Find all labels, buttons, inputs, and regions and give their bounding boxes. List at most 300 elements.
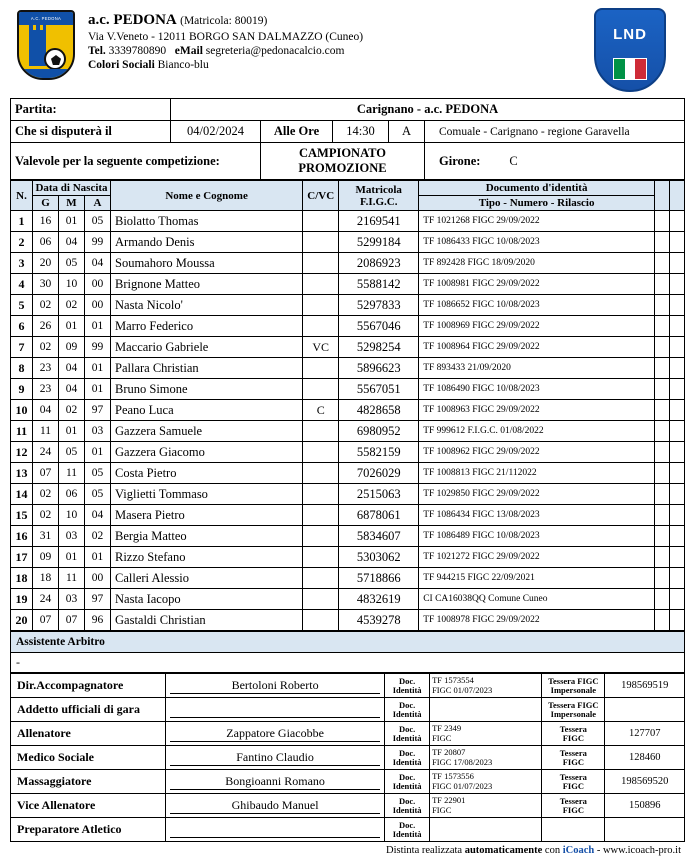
- row-player-name: Peano Luca: [111, 400, 303, 421]
- row-matricola: 5299184: [339, 232, 419, 253]
- row-cvc: [303, 232, 339, 253]
- row-player-name: Soumahoro Moussa: [111, 253, 303, 274]
- row-year: 02: [85, 526, 111, 547]
- girone-cell: [425, 143, 685, 180]
- row-red-card-cell[interactable]: [670, 337, 685, 358]
- staff-tessera-label: Tessera FIGC: [542, 794, 605, 818]
- row-red-card-cell[interactable]: [670, 379, 685, 400]
- staff-name: Fantino Claudio: [170, 750, 380, 766]
- staff-doc-value: [430, 698, 542, 722]
- row-month: 03: [59, 589, 85, 610]
- row-day: 07: [33, 610, 59, 631]
- table-row: [11, 421, 685, 442]
- club-colors-row: [88, 59, 575, 71]
- row-red-card-cell[interactable]: [670, 211, 685, 232]
- row-red-card-cell[interactable]: [670, 253, 685, 274]
- row-cvc: [303, 484, 339, 505]
- header-name: Nome e Cognome: [111, 181, 303, 211]
- row-year: 01: [85, 442, 111, 463]
- club-crest-container: [10, 6, 82, 80]
- row-month: 04: [59, 358, 85, 379]
- row-yellow-card-cell[interactable]: [655, 253, 670, 274]
- table-row: [11, 379, 685, 400]
- row-red-card-cell[interactable]: [670, 274, 685, 295]
- row-matricola: 2515063: [339, 484, 419, 505]
- row-document: TF 893433 21/09/2020: [419, 358, 655, 379]
- assistant-referee-table: [10, 631, 685, 673]
- row-red-card-cell[interactable]: [670, 610, 685, 631]
- yellow-card-column-icon: [655, 181, 670, 211]
- row-red-card-cell[interactable]: [670, 421, 685, 442]
- row-cvc: C: [303, 400, 339, 421]
- row-player-name: Viglietti Tommaso: [111, 484, 303, 505]
- email-value: segreteria@pedonacalcio.com: [205, 45, 345, 57]
- row-day: 11: [33, 421, 59, 442]
- row-yellow-card-cell[interactable]: [655, 568, 670, 589]
- row-number: 1: [11, 211, 33, 232]
- row-red-card-cell[interactable]: [670, 400, 685, 421]
- footer-text-5: - www.icoach-pro.it: [594, 845, 681, 856]
- row-month: 04: [59, 379, 85, 400]
- staff-role: Addetto ufficiali di gara: [11, 698, 166, 722]
- row-yellow-card-cell[interactable]: [655, 442, 670, 463]
- row-red-card-cell[interactable]: [670, 295, 685, 316]
- row-day: 07: [33, 463, 59, 484]
- row-day: 18: [33, 568, 59, 589]
- staff-doc-value: [430, 818, 542, 842]
- header-matricola: Matricola F.I.G.C.: [339, 181, 419, 211]
- staff-tessera-value: 128460: [605, 746, 685, 770]
- row-matricola: 5303062: [339, 547, 419, 568]
- row-day: 02: [33, 337, 59, 358]
- row-cvc: [303, 568, 339, 589]
- row-yellow-card-cell[interactable]: [655, 421, 670, 442]
- row-cvc: [303, 253, 339, 274]
- row-document: TF 1086490 FIGC 10/08/2023: [419, 379, 655, 400]
- colors-value: Bianco-blu: [157, 59, 209, 71]
- partita-value: Carignano - a.c. PEDONA: [171, 99, 685, 121]
- row-yellow-card-cell[interactable]: [655, 274, 670, 295]
- staff-table: [10, 673, 685, 842]
- club-crest-icon: [17, 10, 75, 80]
- row-player-name: Gazzera Samuele: [111, 421, 303, 442]
- row-matricola: 4832619: [339, 589, 419, 610]
- row-year: 00: [85, 568, 111, 589]
- match-row-partita: [11, 99, 685, 121]
- club-address: Via V.Veneto - 12011 BORGO SAN DALMAZZO (Cuneo): [88, 31, 364, 43]
- row-cvc: [303, 505, 339, 526]
- date-label: Che si disputerà il: [11, 121, 171, 143]
- staff-doc-value: TF 1573556 FIGC 01/07/2023: [430, 770, 542, 794]
- colors-label: Colori Sociali: [88, 59, 155, 71]
- table-row: [11, 568, 685, 589]
- staff-tessera-label: Tessera FIGC Impersonale: [542, 674, 605, 698]
- table-row: [11, 211, 685, 232]
- row-yellow-card-cell[interactable]: [655, 337, 670, 358]
- table-row: [11, 316, 685, 337]
- row-day: 23: [33, 358, 59, 379]
- players-table-header-row-1: [11, 181, 685, 196]
- row-month: 01: [59, 547, 85, 568]
- table-row: [11, 442, 685, 463]
- header-document-sub: Tipo - Numero - Rilascio: [419, 196, 655, 211]
- row-number: 5: [11, 295, 33, 316]
- staff-role: Vice Allenatore: [11, 794, 166, 818]
- assistant-header-row: [11, 632, 685, 653]
- staff-row: [11, 770, 685, 794]
- crest-base-shape: [19, 69, 73, 78]
- row-matricola: 5834607: [339, 526, 419, 547]
- staff-tessera-label: Tessera FIGC: [542, 746, 605, 770]
- row-player-name: Bergia Matteo: [111, 526, 303, 547]
- row-red-card-cell[interactable]: [670, 547, 685, 568]
- row-matricola: 4539278: [339, 610, 419, 631]
- email-label: eMail: [174, 45, 203, 57]
- row-yellow-card-cell[interactable]: [655, 400, 670, 421]
- venue-value: Comuale - Carignano - regione Garavella: [425, 121, 685, 143]
- row-yellow-card-cell[interactable]: [655, 463, 670, 484]
- tel-label: Tel.: [88, 45, 106, 57]
- row-document: TF 1086434 FIGC 13/08/2023: [419, 505, 655, 526]
- row-player-name: Gastaldi Christian: [111, 610, 303, 631]
- row-matricola: 5298254: [339, 337, 419, 358]
- row-cvc: [303, 589, 339, 610]
- staff-name-cell: [165, 698, 384, 722]
- match-info-table: [10, 98, 685, 180]
- row-player-name: Bruno Simone: [111, 379, 303, 400]
- row-year: 01: [85, 358, 111, 379]
- row-yellow-card-cell[interactable]: [655, 316, 670, 337]
- staff-name-cell: [165, 818, 384, 842]
- row-year: 05: [85, 211, 111, 232]
- row-day: 09: [33, 547, 59, 568]
- footer-text-1: Distinta realizzata: [386, 845, 465, 856]
- lnd-shield-icon: [594, 8, 666, 92]
- row-cvc: [303, 358, 339, 379]
- row-matricola: 5588142: [339, 274, 419, 295]
- row-month: 05: [59, 442, 85, 463]
- row-matricola: 5582159: [339, 442, 419, 463]
- row-number: 15: [11, 505, 33, 526]
- staff-doc-label: Doc. Identità: [385, 818, 430, 842]
- table-row: [11, 253, 685, 274]
- row-player-name: Armando Denis: [111, 232, 303, 253]
- staff-tessera-label: [542, 818, 605, 842]
- row-month: 04: [59, 232, 85, 253]
- row-document: TF 1021272 FIGC 29/09/2022: [419, 547, 655, 568]
- header-document: Documento d'identità: [419, 181, 655, 196]
- staff-row: [11, 722, 685, 746]
- row-document: TF 1008978 FIGC 29/09/2022: [419, 610, 655, 631]
- players-table-body: [11, 211, 685, 631]
- row-year: 01: [85, 379, 111, 400]
- staff-row: [11, 746, 685, 770]
- header-dob: Data di Nascita: [33, 181, 111, 196]
- row-document: TF 1086652 FIGC 10/08/2023: [419, 295, 655, 316]
- row-matricola: 2086923: [339, 253, 419, 274]
- girone-label: Girone:: [439, 153, 481, 168]
- row-number: 2: [11, 232, 33, 253]
- row-month: 02: [59, 295, 85, 316]
- row-month: 10: [59, 274, 85, 295]
- staff-doc-value: TF 20807 FIGC 17/08/2023: [430, 746, 542, 770]
- row-day: 20: [33, 253, 59, 274]
- row-matricola: 7026029: [339, 463, 419, 484]
- club-name: a.c. PEDONA: [88, 12, 177, 28]
- row-document: TF 999612 F.I.G.C. 01/08/2022: [419, 421, 655, 442]
- row-matricola: 6980952: [339, 421, 419, 442]
- row-yellow-card-cell[interactable]: [655, 589, 670, 610]
- row-player-name: Masera Pietro: [111, 505, 303, 526]
- date-value: 04/02/2024: [171, 121, 261, 143]
- footer-text-2: automaticamente: [464, 845, 543, 856]
- staff-role: Preparatore Atletico: [11, 818, 166, 842]
- row-month: 11: [59, 463, 85, 484]
- row-yellow-card-cell[interactable]: [655, 232, 670, 253]
- table-row: [11, 232, 685, 253]
- table-row: [11, 463, 685, 484]
- row-document: TF 1086433 FIGC 10/08/2023: [419, 232, 655, 253]
- staff-table-body: [11, 674, 685, 842]
- field-letter: A: [389, 121, 425, 143]
- time-value: 14:30: [333, 121, 389, 143]
- row-day: 04: [33, 400, 59, 421]
- row-red-card-cell[interactable]: [670, 526, 685, 547]
- row-number: 19: [11, 589, 33, 610]
- row-number: 11: [11, 421, 33, 442]
- row-number: 18: [11, 568, 33, 589]
- row-red-card-cell[interactable]: [670, 505, 685, 526]
- table-row: [11, 337, 685, 358]
- row-year: 04: [85, 505, 111, 526]
- staff-doc-value: TF 22901 FIGC: [430, 794, 542, 818]
- row-red-card-cell[interactable]: [670, 232, 685, 253]
- row-document: TF 1008964 FIGC 29/09/2022: [419, 337, 655, 358]
- row-player-name: Nasta Iacopo: [111, 589, 303, 610]
- header-day: G: [33, 196, 59, 211]
- row-number: 4: [11, 274, 33, 295]
- row-player-name: Rizzo Stefano: [111, 547, 303, 568]
- row-day: 26: [33, 316, 59, 337]
- row-matricola: 5896623: [339, 358, 419, 379]
- row-red-card-cell[interactable]: [670, 589, 685, 610]
- row-month: 06: [59, 484, 85, 505]
- row-cvc: [303, 274, 339, 295]
- row-red-card-cell[interactable]: [670, 316, 685, 337]
- row-matricola: 5718866: [339, 568, 419, 589]
- staff-name: Ghibaudo Manuel: [170, 798, 380, 814]
- row-yellow-card-cell[interactable]: [655, 379, 670, 400]
- staff-tessera-value: [605, 698, 685, 722]
- staff-name: Bongioanni Romano: [170, 774, 380, 790]
- row-player-name: Brignone Matteo: [111, 274, 303, 295]
- row-matricola: 6878061: [339, 505, 419, 526]
- staff-role: Medico Sociale: [11, 746, 166, 770]
- document-header: [10, 6, 685, 98]
- table-row: [11, 526, 685, 547]
- staff-doc-label: Doc. Identità: [385, 698, 430, 722]
- staff-name-cell: [165, 770, 384, 794]
- staff-doc-label: Doc. Identità: [385, 722, 430, 746]
- row-year: 01: [85, 316, 111, 337]
- row-document: TF 1029850 FIGC 29/09/2022: [419, 484, 655, 505]
- row-year: 99: [85, 232, 111, 253]
- crest-football-icon: [44, 48, 66, 70]
- row-yellow-card-cell[interactable]: [655, 211, 670, 232]
- match-row-date: [11, 121, 685, 143]
- staff-role: Allenatore: [11, 722, 166, 746]
- header-month: M: [59, 196, 85, 211]
- staff-tessera-value: 198569520: [605, 770, 685, 794]
- row-year: 05: [85, 463, 111, 484]
- staff-doc-label: Doc. Identità: [385, 770, 430, 794]
- row-cvc: [303, 316, 339, 337]
- row-day: 02: [33, 295, 59, 316]
- row-day: 31: [33, 526, 59, 547]
- row-year: 97: [85, 400, 111, 421]
- staff-row: [11, 818, 685, 842]
- table-row: [11, 610, 685, 631]
- row-document: TF 1008969 FIGC 29/09/2022: [419, 316, 655, 337]
- row-yellow-card-cell[interactable]: [655, 295, 670, 316]
- club-contact-row: [88, 45, 575, 57]
- row-day: 24: [33, 442, 59, 463]
- staff-tessera-value: 127707: [605, 722, 685, 746]
- row-cvc: [303, 547, 339, 568]
- row-player-name: Calleri Alessio: [111, 568, 303, 589]
- row-document: TF 944215 FIGC 22/09/2021: [419, 568, 655, 589]
- row-month: 03: [59, 526, 85, 547]
- row-cvc: VC: [303, 337, 339, 358]
- row-document: TF 1008962 FIGC 29/09/2022: [419, 442, 655, 463]
- row-yellow-card-cell[interactable]: [655, 610, 670, 631]
- time-label: Alle Ore: [261, 121, 333, 143]
- row-document: TF 1008963 FIGC 29/09/2022: [419, 400, 655, 421]
- row-number: 6: [11, 316, 33, 337]
- staff-row: [11, 794, 685, 818]
- club-info: [82, 6, 575, 71]
- row-matricola: 4828658: [339, 400, 419, 421]
- row-document: TF 1021268 FIGC 29/09/2022: [419, 211, 655, 232]
- row-number: 12: [11, 442, 33, 463]
- row-number: 8: [11, 358, 33, 379]
- footer-text-3: con: [542, 845, 563, 856]
- footer-note: [10, 842, 685, 856]
- row-cvc: [303, 610, 339, 631]
- row-matricola: 5567051: [339, 379, 419, 400]
- club-matricola: (Matricola: 80019): [180, 15, 268, 27]
- staff-name: [170, 822, 380, 838]
- row-year: 00: [85, 295, 111, 316]
- header-cvc: C/VC: [303, 181, 339, 211]
- club-title-row: [88, 12, 575, 29]
- assistant-value-row: [11, 653, 685, 673]
- table-row: [11, 484, 685, 505]
- row-player-name: Gazzera Giacomo: [111, 442, 303, 463]
- row-day: 16: [33, 211, 59, 232]
- staff-doc-value: TF 2349 FIGC: [430, 722, 542, 746]
- row-yellow-card-cell[interactable]: [655, 505, 670, 526]
- row-yellow-card-cell[interactable]: [655, 526, 670, 547]
- staff-doc-value: TF 1573554 FIGC 01/07/2023: [430, 674, 542, 698]
- row-red-card-cell[interactable]: [670, 484, 685, 505]
- row-year: 00: [85, 274, 111, 295]
- staff-name-cell: [165, 722, 384, 746]
- row-day: 02: [33, 505, 59, 526]
- row-red-card-cell[interactable]: [670, 442, 685, 463]
- crest-band-label: A.C. PEDONA: [19, 12, 73, 25]
- row-player-name: Nasta Nicolo': [111, 295, 303, 316]
- row-year: 97: [85, 589, 111, 610]
- staff-name-cell: [165, 794, 384, 818]
- table-row: [11, 505, 685, 526]
- row-document: CI CA16038QQ Comune Cuneo: [419, 589, 655, 610]
- row-day: 02: [33, 484, 59, 505]
- row-yellow-card-cell[interactable]: [655, 358, 670, 379]
- row-matricola: 5297833: [339, 295, 419, 316]
- staff-name-cell: [165, 674, 384, 698]
- staff-row: [11, 698, 685, 722]
- staff-name: Zappatore Giacobbe: [170, 726, 380, 742]
- row-month: 07: [59, 610, 85, 631]
- row-player-name: Maccario Gabriele: [111, 337, 303, 358]
- italian-flag-icon: [613, 58, 647, 80]
- staff-row: [11, 674, 685, 698]
- row-yellow-card-cell[interactable]: [655, 547, 670, 568]
- row-player-name: Marro Federico: [111, 316, 303, 337]
- staff-tessera-label: Tessera FIGC Impersonale: [542, 698, 605, 722]
- competition-value: CAMPIONATO PROMOZIONE: [261, 143, 425, 180]
- row-red-card-cell[interactable]: [670, 463, 685, 484]
- assistant-label: Assistente Arbitro: [11, 632, 685, 653]
- tel-value: 3339780890: [108, 45, 167, 57]
- row-month: 05: [59, 253, 85, 274]
- row-number: 10: [11, 400, 33, 421]
- row-red-card-cell[interactable]: [670, 568, 685, 589]
- table-row: [11, 295, 685, 316]
- row-player-name: Costa Pietro: [111, 463, 303, 484]
- assistant-value: -: [11, 653, 685, 673]
- row-red-card-cell[interactable]: [670, 358, 685, 379]
- staff-name-cell: [165, 746, 384, 770]
- row-year: 04: [85, 253, 111, 274]
- row-number: 3: [11, 253, 33, 274]
- row-yellow-card-cell[interactable]: [655, 484, 670, 505]
- icoach-link[interactable]: iCoach: [562, 845, 595, 856]
- row-year: 96: [85, 610, 111, 631]
- row-year: 99: [85, 337, 111, 358]
- staff-name: [170, 702, 380, 718]
- row-number: 14: [11, 484, 33, 505]
- staff-tessera-value: [605, 818, 685, 842]
- row-matricola: 5567046: [339, 316, 419, 337]
- row-day: 23: [33, 379, 59, 400]
- row-cvc: [303, 295, 339, 316]
- table-row: [11, 358, 685, 379]
- row-day: 24: [33, 589, 59, 610]
- row-number: 9: [11, 379, 33, 400]
- staff-tessera-label: Tessera FIGC: [542, 770, 605, 794]
- row-cvc: [303, 526, 339, 547]
- row-matricola: 2169541: [339, 211, 419, 232]
- staff-role: Massaggiatore: [11, 770, 166, 794]
- row-player-name: Pallara Christian: [111, 358, 303, 379]
- table-row: [11, 274, 685, 295]
- staff-doc-label: Doc. Identità: [385, 794, 430, 818]
- row-year: 05: [85, 484, 111, 505]
- staff-role: Dir.Accompagnatore: [11, 674, 166, 698]
- table-row: [11, 547, 685, 568]
